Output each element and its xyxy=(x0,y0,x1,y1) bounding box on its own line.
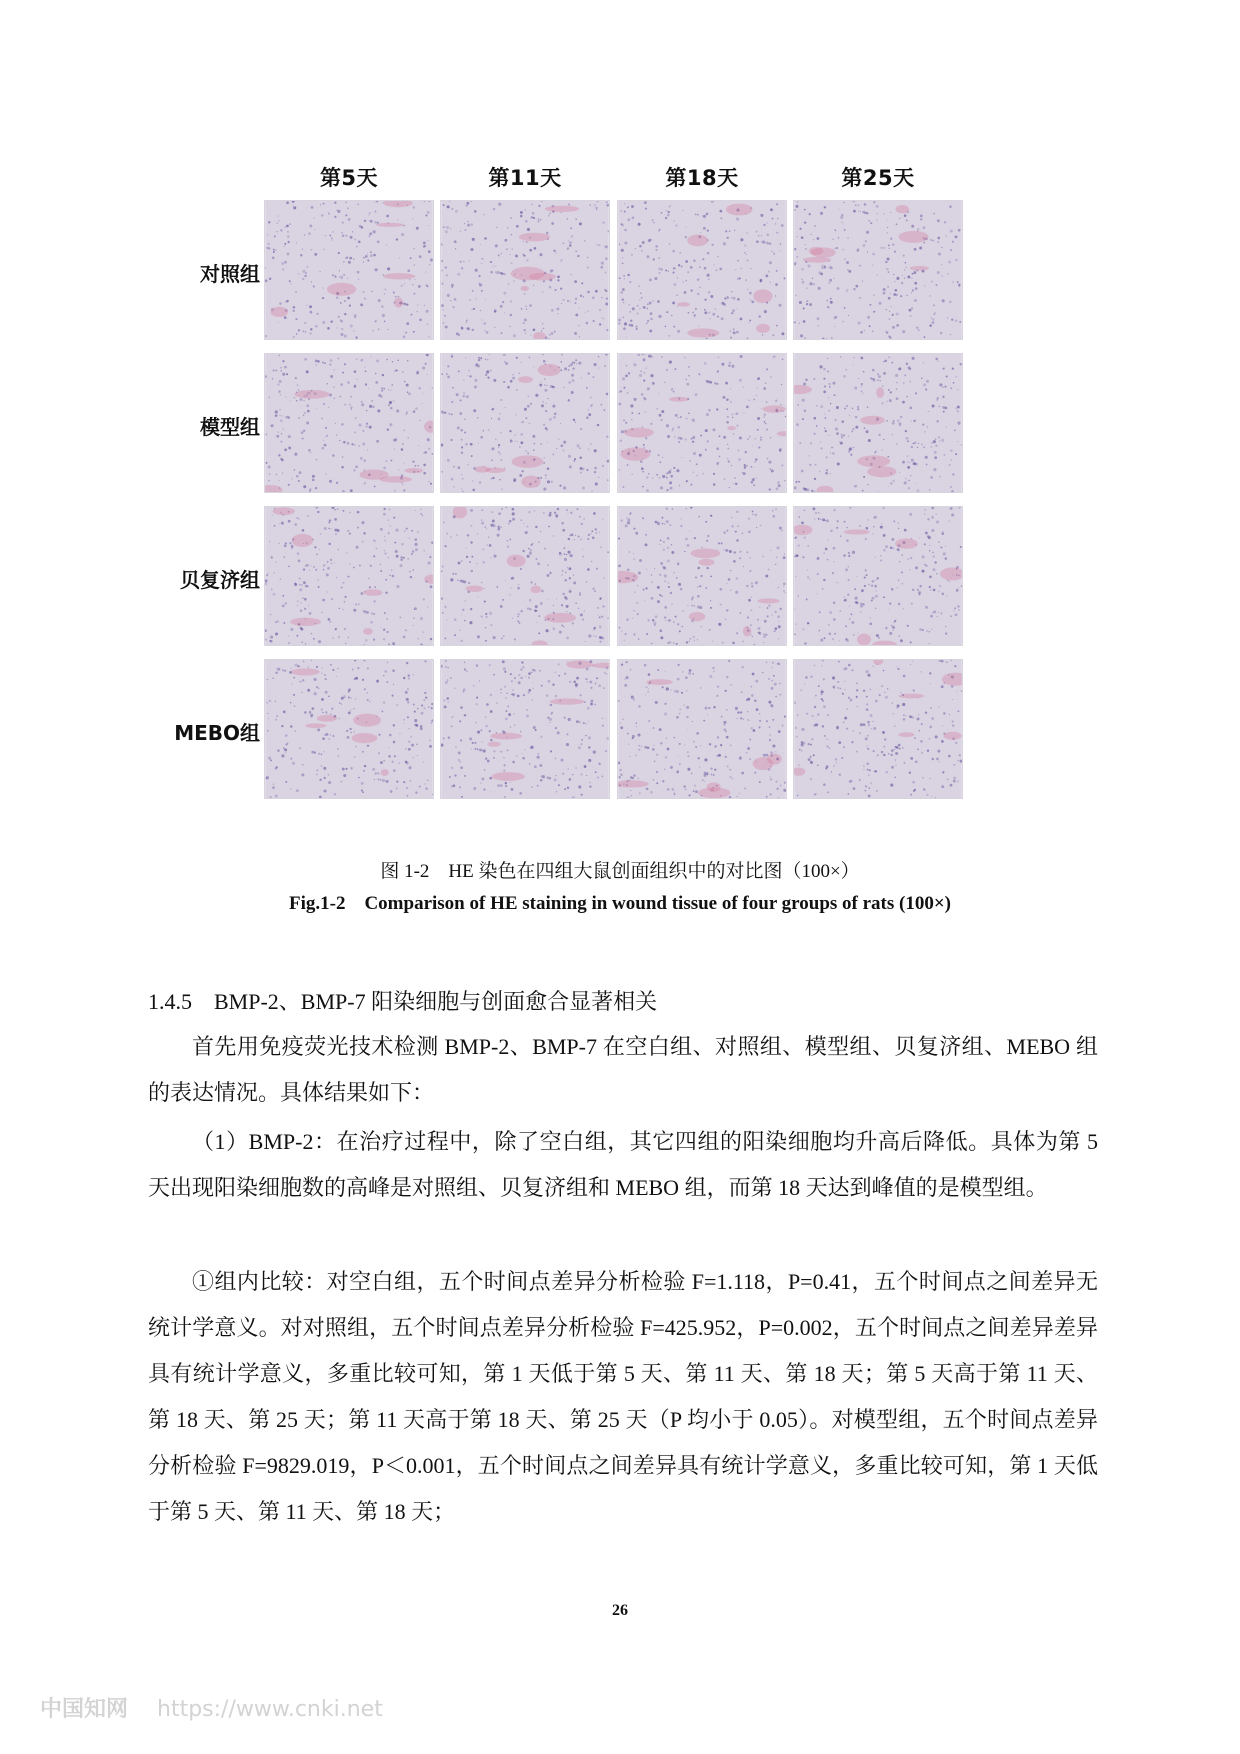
micrograph-r2-c4 xyxy=(793,353,963,493)
watermark-url: https://www.cnki.net xyxy=(157,1697,383,1722)
paragraph-within-group: ①组内比较：对空白组，五个时间点差异分析检验 F=1.118，P=0.41，五个时间点之间差异无统计学意义。对对照组，五个时间点差异分析检验 F=425.952，P=0.002，五个时间点之间差异差异具有统计学意义，多重比较可知，第 1 天低于第 5 天、第 11 天、第 18 天；第 5 天高于第 11 天、第 18 天、第 25 天；第 11 天高于第 18 天、第 25 天（P 均小于 0.05）。对模型组，五个时间点差异分析检验 F=9829.019，P＜0.001，五个时间点之间差异具有统计学意义，多重比较可知，第 1 天低于第 5 天、第 11 天、第 18 天； xyxy=(148,1269,1098,1524)
micrograph-r3-c2 xyxy=(440,506,610,646)
column-header-1: 第5天 xyxy=(319,166,379,190)
micrograph-r3-c4 xyxy=(793,506,963,646)
micrograph-r4-c2 xyxy=(440,659,610,799)
micrograph-r4-c3 xyxy=(617,659,787,799)
figure-caption-cn: 图 1-2 HE 染色在四组大鼠创面组织中的对比图（100×） xyxy=(380,861,860,882)
micrograph-r3-c3 xyxy=(617,506,787,646)
micrograph-r1-c1 xyxy=(264,200,434,340)
column-header-4: 第25天 xyxy=(841,166,915,190)
micrograph-r2-c1 xyxy=(264,353,434,493)
page-number: 26 xyxy=(612,1602,628,1619)
watermark-brand: 中国知网 xyxy=(40,1697,129,1722)
micrograph-r1-c3 xyxy=(617,200,787,340)
micrograph-r2-c3 xyxy=(617,353,787,493)
micrograph-r1-c4 xyxy=(793,200,963,340)
paragraph-bmp2: （1）BMP-2：在治疗过程中，除了空白组，其它四组的阳染细胞均升高后降低。具体为第 5 天出现阳染细胞数的高峰是对照组、贝复济组和 MEBO 组，而第 18 天达到峰值的是模型组。 xyxy=(148,1129,1098,1200)
micrograph-r4-c1 xyxy=(264,659,434,799)
paragraph-intro: 首先用免疫荧光技术检测 BMP-2、BMP-7 在空白组、对照组、模型组、贝复济组、MEBO 组的表达情况。具体结果如下： xyxy=(148,1034,1098,1105)
micrograph-r1-c2 xyxy=(440,200,610,340)
row-header-4: MEBO组 xyxy=(174,721,260,745)
column-header-2: 第11天 xyxy=(488,166,562,190)
he-staining-figure xyxy=(150,162,1000,822)
micrograph-r2-c2 xyxy=(440,353,610,493)
figure-caption-en: Fig.1-2 Comparison of HE staining in wound tissue of four groups of rats (100×) xyxy=(289,893,951,914)
section-heading: 1.4.5 BMP-2、BMP-7 阳染细胞与创面愈合显著相关 xyxy=(148,989,658,1014)
row-header-2: 模型组 xyxy=(200,415,260,439)
column-header-3: 第18天 xyxy=(665,166,739,190)
micrograph-r4-c4 xyxy=(793,659,963,799)
row-header-1: 对照组 xyxy=(200,262,260,286)
micrograph-r3-c1 xyxy=(264,506,434,646)
cnki-watermark xyxy=(40,1692,383,1723)
row-header-3: 贝复济组 xyxy=(180,568,260,592)
